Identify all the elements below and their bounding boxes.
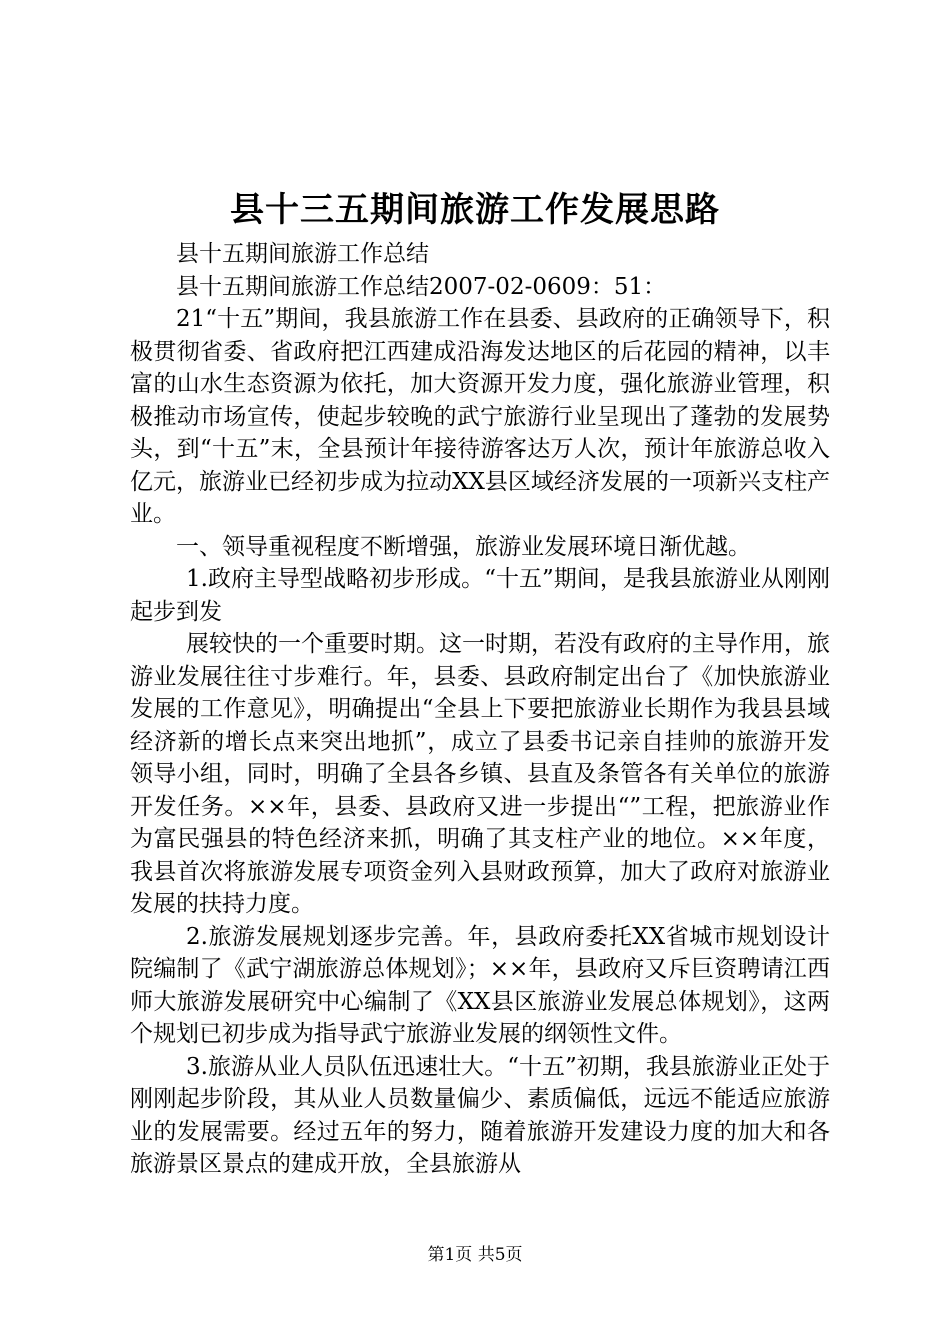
section-heading: 一、领导重视程度不断增强，旅游业发展环境日渐优越。: [176, 533, 751, 560]
document-body: [130, 238, 830, 1181]
paragraph: 3.旅游从业人员队伍迅速壮大。“十五”初期，我县旅游业正处于刚刚起步阶段，其从业人员数量偏少、素质偏低，远远不能适应旅游业的发展需要。经过五年的努力，随着旅游开发建设力度的加大和各旅游景区景点的建成开放，全县旅游从: [130, 1053, 830, 1177]
page-number: 第1页 共5页: [427, 1245, 523, 1265]
paragraph: 1.政府主导型战略初步形成。“十五”期间，是我县旅游业从刚刚起步到发: [130, 566, 830, 625]
paragraph: 21“十五”期间，我县旅游工作在县委、县政府的正确领导下，积极贯彻省委、省政府把江西建成沿海发达地区的后花园的精神，以丰富的山水生态资源为依托，加大资源开发力度，强化旅游业管理，积极推动市场宣传，使起步较晚的武宁旅游行业呈现出了蓬勃的发展势头，到“十五”末，全县预计年接待游客达万人次，预计年旅游总收入亿元，旅游业已经初步成为拉动XX县区域经济发展的一项新兴支柱产业。: [130, 306, 830, 527]
paragraph: 2.旅游发展规划逐步完善。年，县政府委托XX省城市规划设计院编制了《武宁湖旅游总体规划》；××年，县政府又斥巨资聘请江西师大旅游发展研究中心编制了《XX县区旅游业发展总体规划》，这两个规划已初步成为指导武宁旅游业发展的纲领性文件。: [130, 923, 830, 1047]
paragraph: 县十五期间旅游工作总结: [176, 241, 429, 267]
paragraph: 展较快的一个重要时期。这一时期，若没有政府的主导作用，旅游业发展往往寸步难行。年，县委、县政府制定出台了《加快旅游业发展的工作意见》，明确提出“全县上下要把旅游业长期作为我县县域经济新的增长点来突出地抓”，成立了县委书记亲自挂帅的旅游开发领导小组，同时，明确了全县各乡镇、县直及条管各有关单位的旅游开发任务。××年，县委、县政府又进一步提出“”工程，把旅游业作为富民强县的特色经济来抓，明确了其支柱产业的地位。××年度，我县首次将旅游发展专项资金列入县财政预算，加大了政府对旅游业发展的扶持力度。: [130, 631, 830, 917]
document-title: 县十三五期间旅游工作发展思路: [230, 190, 720, 230]
paragraph: 县十五期间旅游工作总结2007-02-0609：51：: [176, 273, 667, 300]
